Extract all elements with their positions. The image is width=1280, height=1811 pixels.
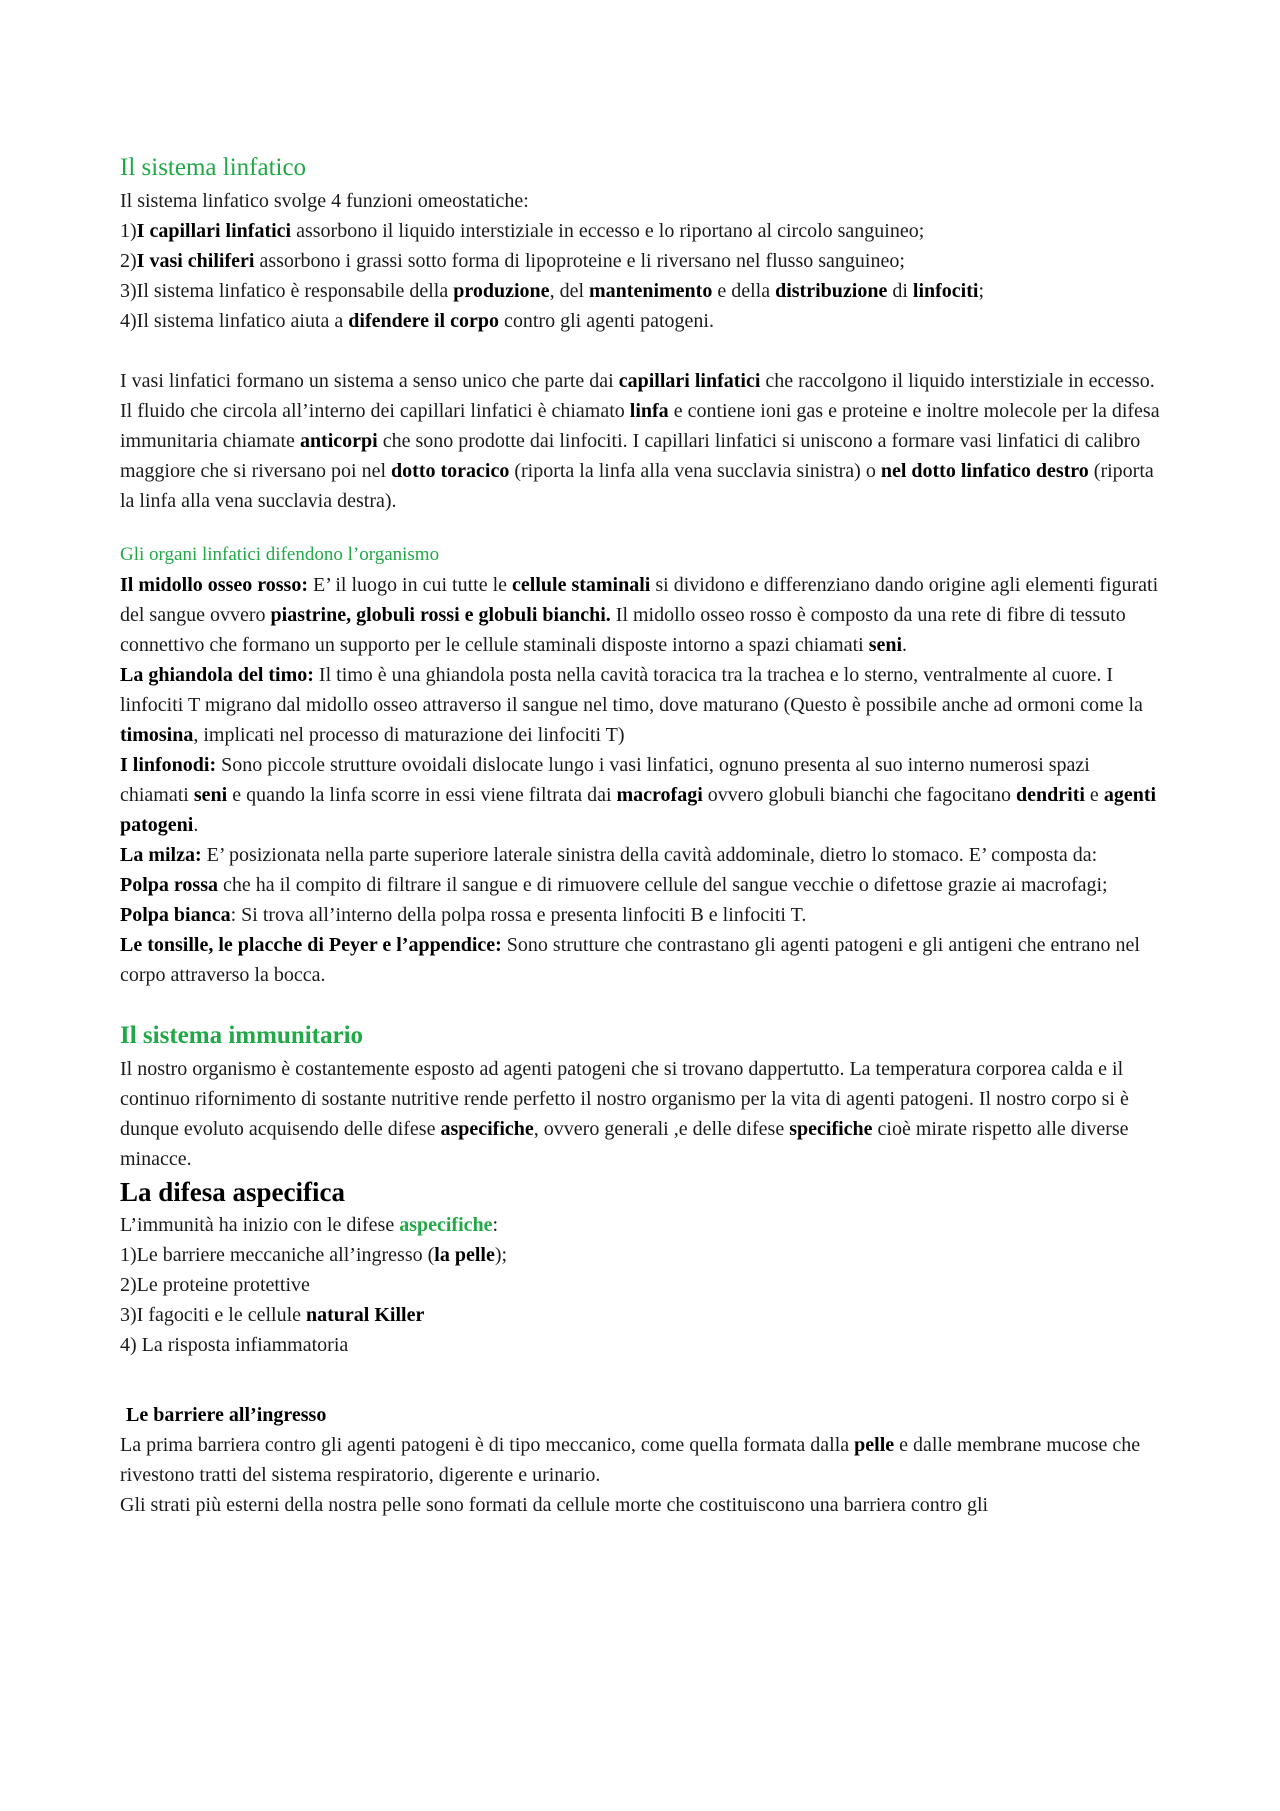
list-item: 3)I fagociti e le cellule natural Killer xyxy=(120,1304,425,1326)
paragraph-immunitario: Il nostro organismo è costantemente esposto ad agenti patogeni che si trovano dappertutto. La temperatura corporea calda e il continuo rifornimento di sostante nutritive rende perfetto il nostro organismo per la vita di agenti patogeni. Il nostro corpo si è dunque evoluto acquisendo delle difese aspecifiche, ovvero generali ,e delle difese specifiche cioè mirate rispetto alle diverse minacce. xyxy=(120,1058,1129,1170)
list-item: 3)Il sistema linfatico è responsabile della produzione, del mantenimento e della distribuzione di linfociti; xyxy=(120,280,984,302)
paragraph-vasi-linfatici: I vasi linfatici formano un sistema a senso unico che parte dai capillari linfatici che raccolgono il liquido interstiziale in eccesso. Il fluido che circola all’interno dei capillari linfatici è chiamato linfa e contiene ioni gas e proteine e inoltre molecole per la difesa immunitaria chiamate anticorpi che sono prodotte dai linfociti. I capillari linfatici si uniscono a formare vasi linfatici di calibro maggiore che si riversano poi nel dotto toracico (riporta la linfa alla vena succlavia sinistra) o nel dotto linfatico destro (riporta la linfa alla vena succlavia destra). xyxy=(120,370,1160,512)
paragraph-polpa-bianca: Polpa bianca: Si trova all’interno della polpa rossa e presenta linfociti B e linfociti T. xyxy=(120,904,807,926)
intro-text: Il sistema linfatico svolge 4 funzioni omeostatiche: xyxy=(120,190,529,212)
paragraph-midollo: Il midollo osseo rosso: E’ il luogo in cui tutte le cellule staminali si dividono e differenziano dando origine agli elementi figurati del sangue ovvero piastrine, globuli rossi e globuli bianchi. Il midollo osseo rosso è composto da una rete di fibre di tessuto connettivo che formano un supporto per le cellule staminali disposte intorno a spazi chiamati seni. xyxy=(120,574,1159,656)
paragraph-barriere: La prima barriera contro gli agenti patogeni è di tipo meccanico, come quella formata dalla pelle e dalle membrane mucose che rivestono tratti del sistema respiratorio, digerente e urinario. xyxy=(120,1434,1141,1486)
section-title-sistema-linfatico: Il sistema linfatico xyxy=(120,154,307,181)
section-title-difesa-aspecifica: La difesa aspecifica xyxy=(120,1177,345,1207)
section-title-barriere: Le barriere all’ingresso xyxy=(126,1404,327,1426)
paragraph-milza: La milza: E’ posizionata nella parte superiore laterale sinistra della cavità addominale, dietro lo stomaco. E’ composta da: xyxy=(120,844,1098,866)
paragraph-timo: La ghiandola del timo: Il timo è una ghiandola posta nella cavità toracica tra la trachea e lo sterno, ventralmente al cuore. I linfociti T migrano dal midollo osseo attraverso il sangue nel timo, dove maturano (Questo è possibile anche ad ormoni come la timosina, implicati nel processo di maturazione dei linfociti T) xyxy=(120,664,1143,746)
section-title-sistema-immunitario: Il sistema immunitario xyxy=(120,1022,364,1049)
list-item: 1)I capillari linfatici assorbono il liquido interstiziale in eccesso e lo riportano al circolo sanguineo; xyxy=(120,220,925,242)
intro-text: L’immunità ha inizio con le difese aspecifiche: xyxy=(120,1214,499,1236)
list-item: 4) La risposta infiammatoria xyxy=(120,1334,349,1356)
section-title-organi-linfatici: Gli organi linfatici difendono l’organismo xyxy=(120,544,440,565)
list-item: 1)Le barriere meccaniche all’ingresso (la pelle); xyxy=(120,1244,508,1266)
list-item: 2)Le proteine protettive xyxy=(120,1274,310,1296)
document-page xyxy=(120,150,1160,1520)
paragraph-strati-pelle: Gli strati più esterni della nostra pelle sono formati da cellule morte che costituiscono una barriera contro gli xyxy=(120,1494,989,1516)
paragraph-linfonodi: I linfonodi: Sono piccole strutture ovoidali dislocate lungo i vasi linfatici, ognuno presenta al suo interno numerosi spazi chiamati seni e quando la linfa scorre in essi viene filtrata dai macrofagi ovvero globuli bianchi che fagocitano dendriti e agenti patogeni. xyxy=(120,754,1157,836)
paragraph-tonsille: Le tonsille, le placche di Peyer e l’appendice: Sono strutture che contrastano gli agenti patogeni e gli antigeni che entrano nel corpo attraverso la bocca. xyxy=(120,934,1140,986)
paragraph-polpa-rossa: Polpa rossa che ha il compito di filtrare il sangue e di rimuovere cellule del sangue vecchie o difettose grazie ai macrofagi; xyxy=(120,874,1108,896)
list-item: 2)I vasi chiliferi assorbono i grassi sotto forma di lipoproteine e li riversano nel flusso sanguineo; xyxy=(120,250,905,272)
list-item: 4)Il sistema linfatico aiuta a difendere il corpo contro gli agenti patogeni. xyxy=(120,310,714,332)
